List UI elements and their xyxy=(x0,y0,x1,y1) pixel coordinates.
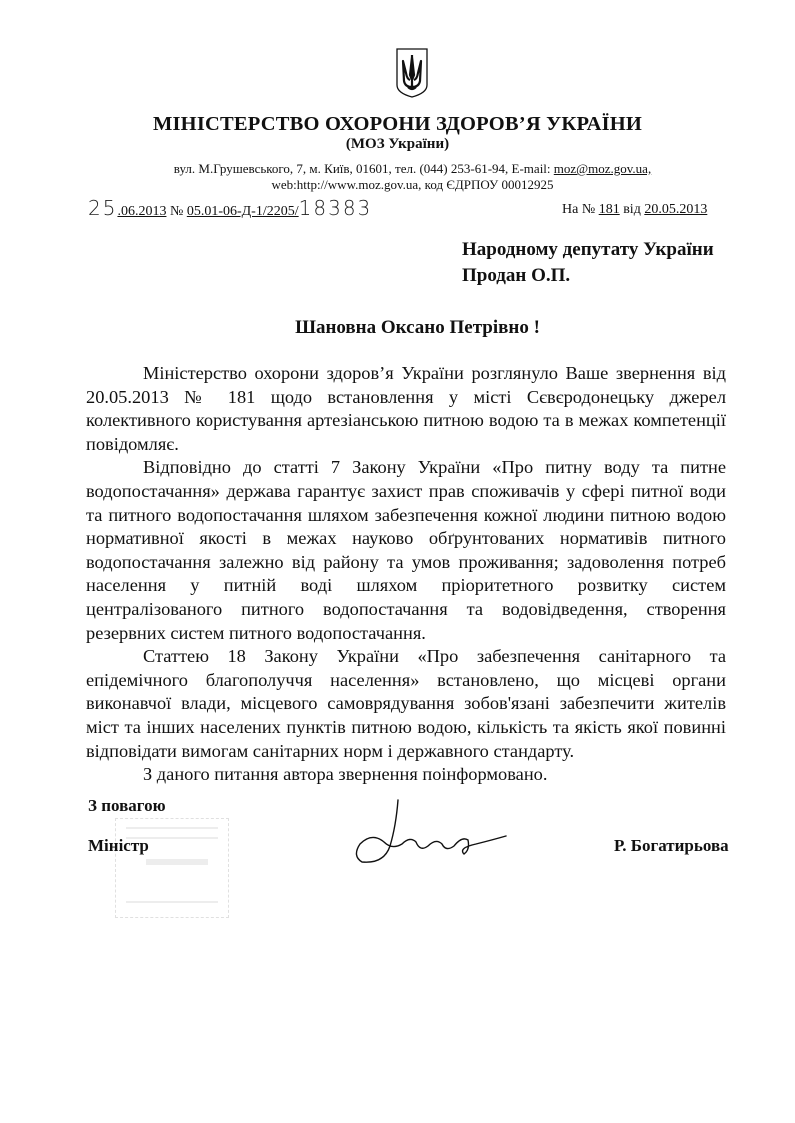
incoming-date: 20.05.2013 xyxy=(644,202,708,217)
handwritten-number: 18383 xyxy=(298,196,373,220)
closing: З повагою xyxy=(88,796,166,815)
coat-of-arms-icon xyxy=(395,47,429,99)
paragraph: Статтею 18 Закону України «Про забезпечення санітарного та епідемічного благополуччя населення» встановлено, що місцеві органи виконавчої влади, місцевого самоврядування зобов'язані забезпечити жителів міст та інших населених пунктів питною водою, кількість та якість якої повинні відповідати вимогам санітарних норм і державного стандарту. xyxy=(86,646,726,761)
handwritten-day: 25 xyxy=(88,196,118,220)
incoming-reference xyxy=(562,202,707,218)
signer-position: Міністр xyxy=(88,836,149,855)
outgoing-date: .06.2013 xyxy=(117,204,167,219)
organization-abbreviation: (МОЗ України) xyxy=(345,136,450,152)
addressee-name: Продан О.П. xyxy=(462,265,571,286)
incoming-label: На № xyxy=(562,202,599,217)
handwritten-signature xyxy=(350,796,520,871)
paragraph: Міністерство охорони здоров’я України розглянуло Ваше звернення від 20.05.2013 № 181 щодо встановлення у місті Сєвєродонецьку джерел колективного користування артезіанською питною водою та в межах компетенції повідомляє. xyxy=(86,363,726,454)
outgoing-reference xyxy=(88,196,372,220)
addressee-block xyxy=(462,237,714,289)
letter-body xyxy=(86,362,726,787)
addressee-title: Народному депутату України xyxy=(462,239,714,260)
incoming-number: 181 xyxy=(598,202,620,217)
outgoing-number: 05.01-06-Д-1/2205/ xyxy=(186,204,299,219)
paragraph: Відповідно до статті 7 Закону України «Про питну воду та питне водопостачання» держава гарантує захист прав споживачів у сфері питної води та питного водопостачання шляхом забезпечення кожної людини питною водою нормативної якості в межах науково обґрунтованих нормативів питного водопостачання залежно від району та умов проживання; задоволення потреб населення у питній воді шляхом пріоритетного розвитку систем централізованого питного водопостачання та водовідведення, створення резервних систем питного водопостачання. xyxy=(86,457,726,643)
faint-registration-stamp xyxy=(115,818,229,918)
email-link[interactable]: moz@moz.gov.ua, xyxy=(553,161,652,176)
salutation: Шановна Оксано Петрівно ! xyxy=(295,317,540,338)
organization-name: МІНІСТЕРСТВО ОХОРОНИ ЗДОРОВ’Я УКРАЇНИ xyxy=(152,113,643,135)
signer-name: Р. Богатирьова xyxy=(614,836,729,855)
address-text: вул. М.Грушевського, 7, м. Київ, 01601, тел. (044) 253-61-94, E-mail: xyxy=(173,161,554,176)
paragraph: З даного питання автора звернення поінформовано. xyxy=(143,764,548,785)
address-line-1 xyxy=(0,161,795,177)
number-label: № xyxy=(166,204,187,219)
address-line-2: web:http://www.moz.gov.ua, код ЄДРПОУ 00012925 xyxy=(271,177,554,192)
incoming-date-label: від xyxy=(619,202,645,217)
